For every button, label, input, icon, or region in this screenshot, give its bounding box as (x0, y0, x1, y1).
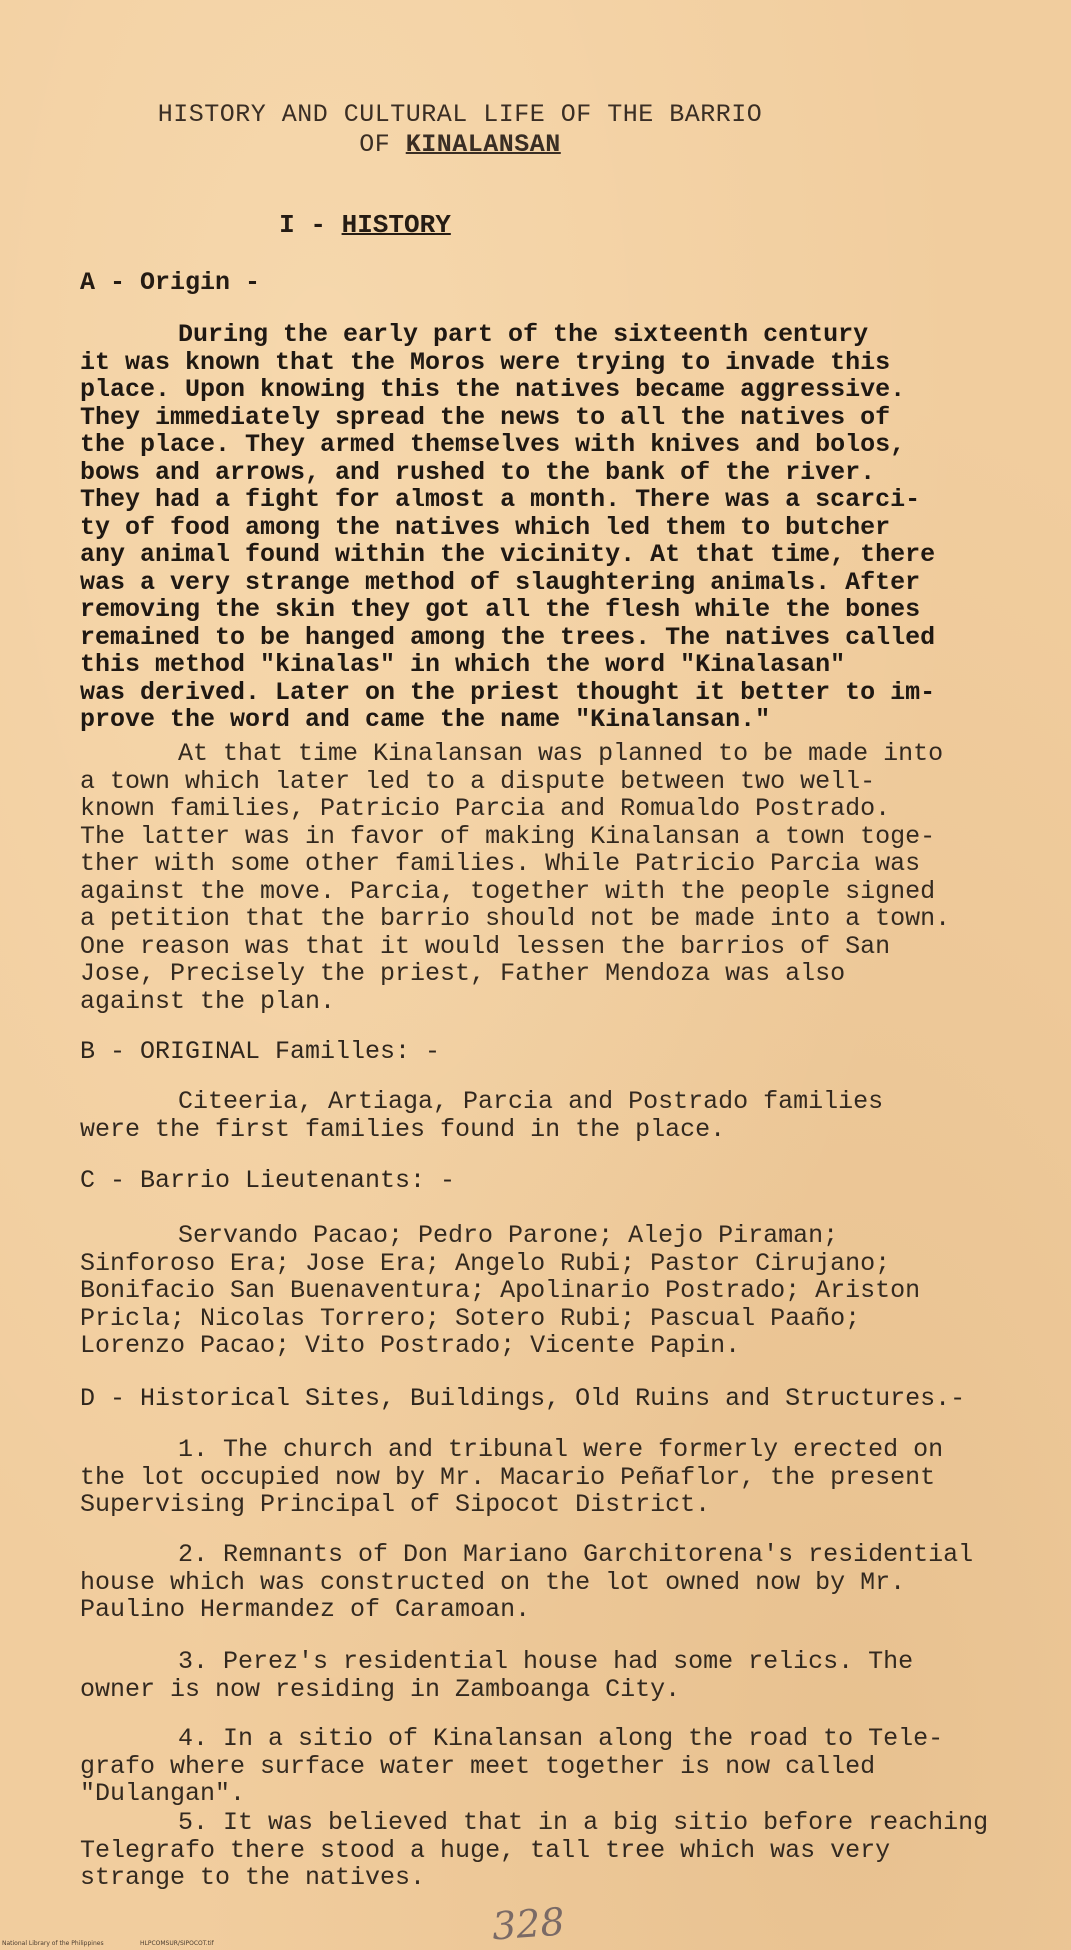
lieutenants-line: Lorenzo Pacao; Vito Postrado; Vicente Papin. (80, 1331, 741, 1360)
dispute-line: against the plan. (80, 986, 336, 1016)
origin-line: it was known that the Moros were trying to invade this (80, 347, 891, 377)
families-line: were the first families found in the place. (80, 1114, 726, 1144)
families-line: Citeeria, Artiaga, Parcia and Postrado families (178, 1087, 884, 1116)
subsection-historical-sites-heading: D - Historical Sites, Buildings, Old Ruins and Structures.- (80, 1384, 966, 1413)
site-item-line: house which was constructed on the lot owned now by Mr. (80, 1567, 906, 1597)
document-title-line-2 (0, 130, 920, 159)
footer-file-name: HLPCOMSUR/SIPOCOT.tif (140, 1940, 214, 1947)
families-paragraph (80, 1088, 1030, 1143)
origin-line: They immediately spread the news to all the natives of (80, 402, 891, 432)
site-item-2 (80, 1541, 1030, 1624)
origin-line: ty of food among the natives which led them to butcher (80, 512, 891, 542)
dispute-line: a petition that the barrio should not be made into a town. (80, 904, 951, 933)
lieutenants-line: Servando Pacao; Pedro Parone; Alejo Piraman; (178, 1221, 839, 1250)
dispute-paragraph (80, 740, 1030, 1015)
origin-line: was derived. Later on the priest thought it better to im- (80, 677, 936, 707)
dispute-line: At that time Kinalansan was planned to be made into (178, 739, 944, 768)
subsection-origin-heading: A - Origin - (80, 268, 261, 297)
site-item-line: 4. In a sitio of Kinalansan along the road to Tele- (178, 1724, 944, 1753)
site-item-line: 2. Remnants of Don Mariano Garchitorena's residential (178, 1540, 974, 1569)
dispute-line: ther with some other families. While Patricio Parcia was (80, 849, 921, 878)
dispute-line: against the move. Parcia, together with the people signed (80, 876, 936, 906)
section-title-text: HISTORY (341, 210, 451, 240)
origin-line: the place. They armed themselves with knives and bolos, (80, 430, 906, 459)
origin-line: bows and arrows, and rushed to the bank of the river. (80, 457, 876, 487)
origin-line: removing the skin they got all the flesh while the bones (80, 595, 921, 624)
footer-library-name: National Library of the Philippines (2, 1940, 104, 1947)
site-item-4 (80, 1725, 1030, 1808)
dispute-line: Jose, Precisely the priest, Father Mendoza was also (80, 959, 846, 988)
origin-line: They had a fight for almost a month. There was a scarci- (80, 485, 921, 514)
site-item-line: owner is now residing in Zamboanga City. (80, 1674, 681, 1704)
subsection-lieutenants-heading: C - Barrio Lieutenants: - (80, 1166, 456, 1195)
site-item-line: 3. Perez's residential house had some relics. The (178, 1647, 914, 1676)
lieutenants-line: Sinforoso Era; Jose Era; Angelo Rubi; Pastor Cirujano; (80, 1248, 891, 1278)
origin-line: this method "kinalas" in which the word "Kinalasan" (80, 650, 846, 679)
lieutenants-line: Bonifacio San Buenaventura; Apolinario Postrado; Ariston (80, 1276, 921, 1305)
title-place-name: KINALANSAN (405, 130, 561, 159)
origin-line: remained to be hanged among the trees. The natives called (80, 622, 936, 652)
site-item-line: 5. It was believed that in a big sitio before reaching (178, 1808, 989, 1837)
origin-line: prove the word and came the name "Kinalansan." (80, 705, 771, 734)
lieutenants-paragraph (80, 1222, 1030, 1360)
site-item-line: grafo where surface water meet together is now called (80, 1751, 876, 1781)
origin-line: During the early part of the sixteenth century (178, 320, 869, 349)
handwritten-page-number: 328 (490, 1899, 566, 1949)
dispute-line: One reason was that it would lessen the barrios of San (80, 931, 891, 961)
site-item-3 (80, 1648, 1030, 1703)
site-item-line: Paulino Hermandez of Caramoan. (80, 1595, 531, 1624)
dispute-line: a town which later led to a dispute between two well- (80, 766, 876, 796)
site-item-line: the lot occupied now by Mr. Macario Peñaflor, the present (80, 1462, 936, 1492)
origin-line: was a very strange method of slaughtering animals. After (80, 567, 921, 597)
dispute-line: The latter was in favor of making Kinalansan a town toge- (80, 821, 936, 851)
document-title-line-1: HISTORY AND CULTURAL LIFE OF THE BARRIO (157, 100, 763, 129)
origin-line: place. Upon knowing this the natives became aggressive. (80, 375, 906, 404)
title-prefix: OF (359, 130, 406, 159)
origin-line: any animal found within the vicinity. At that time, there (80, 540, 936, 569)
site-item-1 (80, 1436, 1030, 1519)
section-prefix: I - (279, 210, 342, 240)
site-item-line: 1. The church and tribunal were formerly erected on (178, 1435, 944, 1464)
origin-paragraph (80, 321, 1030, 734)
dispute-line: known families, Patricio Parcia and Romualdo Postrado. (80, 794, 891, 823)
site-item-5 (80, 1809, 1030, 1892)
subsection-families-heading: B - ORIGINAL Familles: - (80, 1037, 441, 1066)
site-item-line: strange to the natives. (80, 1863, 426, 1892)
site-item-line: Supervising Principal of Sipocot District. (80, 1490, 711, 1519)
section-title (0, 210, 730, 240)
site-item-line: "Dulangan". (80, 1779, 246, 1808)
site-item-line: Telegrafo there stood a huge, tall tree which was very (80, 1835, 891, 1865)
lieutenants-line: Pricla; Nicolas Torrero; Sotero Rubi; Pascual Paaño; (80, 1303, 861, 1333)
